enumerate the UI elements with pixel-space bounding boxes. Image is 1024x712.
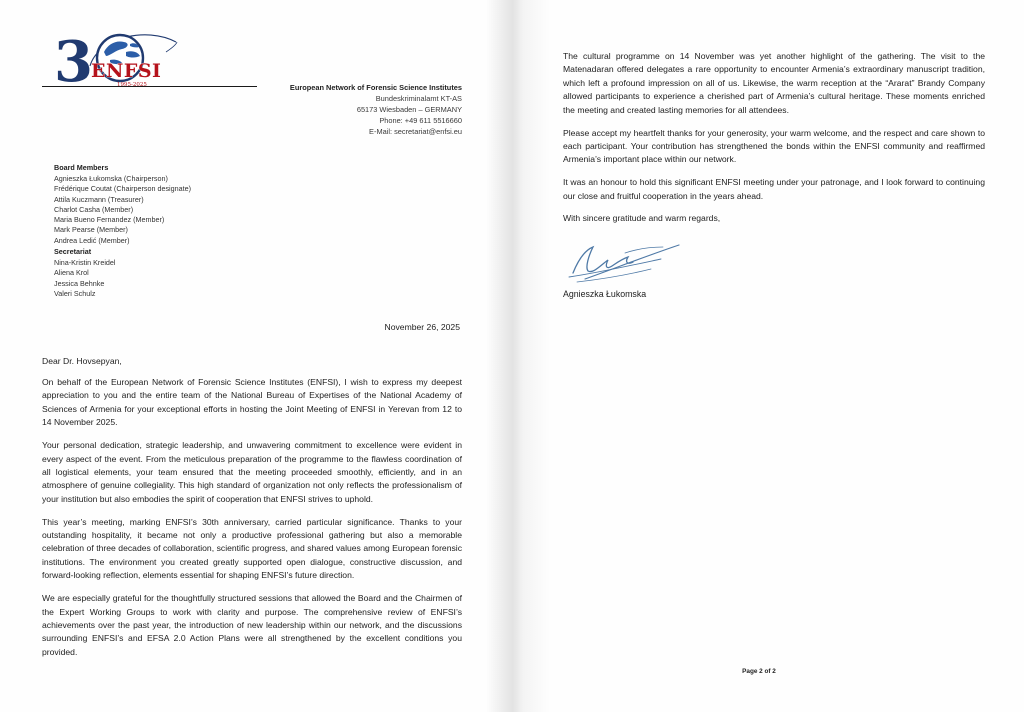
secretariat-heading: Secretariat xyxy=(54,247,92,256)
page-fold-shadow xyxy=(486,0,550,712)
letter-body-page-2 xyxy=(563,50,985,299)
body-paragraph: It was an honour to hold this significant ENFSI meeting under your patronage, and I look forward to continuing our close and fruitful cooperation in the years ahead. xyxy=(563,177,985,201)
body-paragraph: We are especially grateful for the thoughtfully structured sessions that allowed the Board and the Chairmen of the Expert Working Groups to work with clarity and purpose. The comprehensive review of ENFSI’s achievements over the past year, the introduction of new leadership within our network, and the discussions surrounding ENFSI’s and EFSA 2.0 Action Plans were all strengthened by the excellent conditions you provided. xyxy=(42,593,462,657)
handwritten-signature xyxy=(565,237,685,287)
board-member: Frédérique Coutat (Chairperson designate) xyxy=(54,184,192,194)
secretariat-member: Jessica Behnke xyxy=(54,278,105,288)
enfsi-30th-anniversary-logo xyxy=(54,30,179,90)
org-name: European Network of Forensic Science Institutes xyxy=(289,83,462,92)
board-member: Maria Bueno Fernandez (Member) xyxy=(54,215,165,225)
secretariat-member: Valeri Schulz xyxy=(54,288,96,298)
secretariat-member: Aliena Krol xyxy=(54,268,89,278)
letter-body-page-1 xyxy=(42,356,462,669)
logo-years: 1995-2025 xyxy=(117,82,147,88)
secretariat-member: Nina-Kristin Kreidel xyxy=(54,258,116,268)
board-member: Attila Kuczmann (Treasurer) xyxy=(54,194,144,204)
logo-wordmark: ENFSI xyxy=(91,60,162,82)
address-line: Bundeskriminalamt KT-AS xyxy=(375,94,462,104)
board-member: Charlot Casha (Member) xyxy=(54,204,134,214)
secretariat-block xyxy=(54,247,116,299)
board-member: Andrea Ledić (Member) xyxy=(54,235,130,245)
salutation: Dear Dr. Hovsepyan, xyxy=(42,356,122,366)
letterhead-address-block xyxy=(290,82,462,138)
body-paragraph: The cultural programme on 14 November was yet another highlight of the gathering. The visit to the Matenadaran offered delegates a rare opportunity to encounter Armenia’s extraordinary manuscript tradition, which left a profound impression on all of us. Likewise, the warm reception at the “Ararat” Brandy Company allowed participants to experience a cherished part of Armenia’s cultural heritage. These moments enriched the meeting and created lasting memories for all attendees. xyxy=(563,51,985,115)
header-rule xyxy=(42,86,257,87)
phone-line: Phone: +49 611 5516660 xyxy=(379,116,462,126)
logo-number: 3 xyxy=(54,30,93,90)
board-member: Agnieszka Łukomska (Chairperson) xyxy=(54,174,168,184)
body-paragraph: Your personal dedication, strategic leadership, and unwavering commitment to excellence were evident in every aspect of the event. From the meticulous preparation of the programme to the flawless coordination of all logistical elements, your team ensured that the meeting proceeded smoothly, efficiently, and in an atmosphere of genuine collegiality. This high standard of organization not only reflects the professionalism of your institution but also embodies the spirit of cooperation that ENFSI strives to uphold. xyxy=(42,440,462,504)
signer-name: Agnieszka Łukomska xyxy=(563,288,647,299)
board-members-block xyxy=(54,163,191,246)
email-line: E-Mail: secretariat@enfsi.eu xyxy=(369,127,462,137)
board-members-heading: Board Members xyxy=(54,163,109,172)
board-member: Mark Pearse (Member) xyxy=(54,225,128,235)
closing-line: With sincere gratitude and warm regards, xyxy=(563,212,721,223)
address-line: 65173 Wiesbaden – GERMANY xyxy=(356,105,462,115)
letter-page-2 xyxy=(563,0,985,712)
letter-date: November 26, 2025 xyxy=(384,322,460,332)
page-number-footer: Page 2 of 2 xyxy=(742,668,776,675)
body-paragraph: This year’s meeting, marking ENFSI’s 30th anniversary, carried particular significance. Thanks to your outstanding hospitality, it became not only a productive professional gathering but also a memorable celebration of three decades of collaboration, scientific progress, and shared values among European forensic institutions. The environment you created greatly supported open dialogue, constructive discussion, and forward-looking reflection, elements essential for shaping ENFSI’s future direction. xyxy=(42,516,462,581)
letter-page-1 xyxy=(42,0,462,712)
body-paragraph: On behalf of the European Network of Forensic Science Institutes (ENFSI), I wish to express my deepest appreciation to you and the entire team of the National Bureau of Expertises of the National Academy of Sciences of Armenia for your exceptional efforts in hosting the Joint Meeting of ENFSI in Yerevan from 12 to 14 November 2025. xyxy=(42,377,462,428)
body-paragraph: Please accept my heartfelt thanks for your generosity, your warm welcome, and the respect and care shown to each participant. Your contribution has strengthened the bonds within the ENFSI community and reaffirmed Armenia’s important place within our network. xyxy=(563,127,985,165)
